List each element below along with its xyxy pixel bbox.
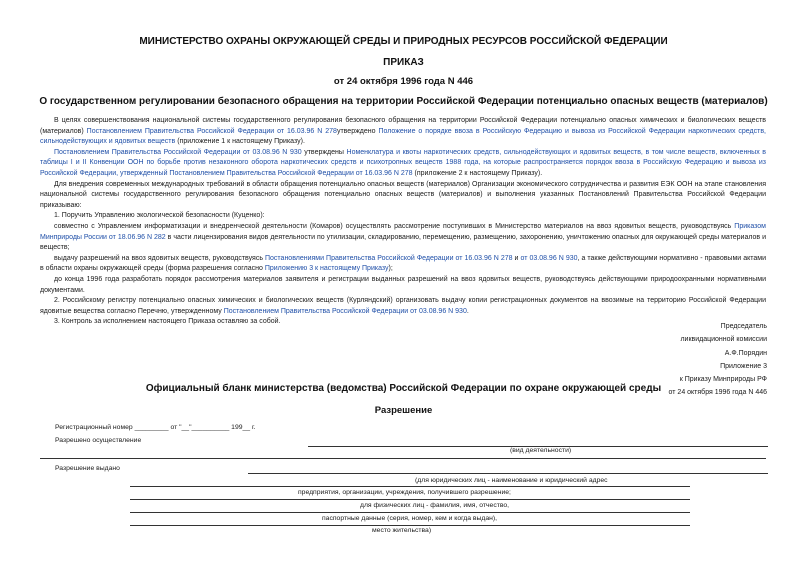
paragraph-order: Для внедрения современных международных требований в области обращения потенциально опасных веществ (материалов) Организации экономического сотрудничества и развития ЕЭК ООН на этапе становления национальной системы государственного регулирования безопасного обращения потенциально опасных веществ (материалов) и выполнения указанных Постановлений Правительства Российской Федерации приказываю:: [40, 180, 766, 209]
paragraph-permits: выдачу разрешений на ввоз ядовитых веществ, руководствуясь Постановлениями Правительства Российской Федерации от 16.03.96 N 278 и от 03.08.96 N 930, а также действующими нормативно - правовыми актами в области охраны окружающей среды (форма разрешения согласно Приложению 3 к настоящему Приказу);: [40, 254, 766, 273]
appendix-date: от 24 октября 1996 года N 446: [668, 389, 767, 397]
paragraph-item-2: 2. Российскому регистру потенциально опасных химических и биологических веществ (Курляндский) организовать выдачу копии регистрационных документов на ввозимые на территорию Российской Федерации ядовитые вещества согласно Перечню, утвержденному Постановлением Правительства Российской Федерации от 03.08.96 N 930.: [40, 297, 766, 315]
link-resolution-930[interactable]: Постановлением Правительства Российской Федерации от 03.08.96 N 930: [54, 148, 302, 156]
individual-caption: для физических лиц - фамилия, имя, отчество,: [360, 502, 510, 509]
issued-to-line: [248, 473, 768, 474]
signature-position: Председатель: [720, 323, 767, 330]
paragraph-deadline: до конца 1996 года разработать порядок рассмотрения материалов заявителя и регистрации выданных разрешений на ввоз ядовитых веществ, руководствуясь действующими природоохранными нормативными документами.: [40, 275, 766, 294]
permit-title: Разрешение: [374, 405, 433, 416]
link-resolution-930-b[interactable]: Постановлением Правительства Российской Федерации от 03.08.96 N 930: [223, 307, 467, 315]
link-order-282[interactable]: Приказом Минприроды России от 18.06.96 N 282: [40, 222, 766, 241]
doc-title: О государственном регулировании безопасного обращения на территории Российской Федерации потенциально опасных веществ (материалов): [39, 96, 768, 107]
allowed-label: Разрешено осуществление: [55, 437, 142, 444]
link-resolutions-278[interactable]: Постановлениями Правительства Российской Федерации от 16.03.96 N 278: [265, 254, 513, 262]
reg-number-field: Регистрационный номер _________ от "__"__________ 199__ г.: [55, 424, 256, 431]
residence-caption: место жительства): [372, 527, 432, 534]
legal-caption: (для юридических лиц - наименование и юридический адрес: [415, 477, 608, 484]
paragraph-review: совместно с Управлением информатизации и внедренческой деятельности (Комаров) осуществлять рассмотрение поступивших в Министерство материалов на ввоз ядовитых веществ, руководствуясь Приказом Минприроды России от 18.06.96 N 282 в части лицензирования видов деятельности по утилизации, складированию, перемещению, размещению, захоронению, уничтожению опасных для окружающей среды материалов и веществ;: [40, 222, 766, 252]
doc-type-heading: ПРИКАЗ: [383, 57, 424, 68]
legal-line: [130, 486, 690, 487]
order-body: [40, 116, 766, 328]
link-appendix-3[interactable]: Приложению 3 к настоящему Приказу: [264, 265, 389, 273]
separator-line: [40, 458, 766, 459]
activity-caption: (вид деятельности): [510, 447, 572, 454]
link-nomenclature[interactable]: Номенклатура и квоты наркотических средств, сильнодействующих и ядовитых веществ, в том числе веществ, включенных в таблицы I и II Конвенции ООН по борьбе против незаконного оборота наркотических средств и психотропных веществ 1988 года, на которые распространяется порядок ввоза в Российскую Федерацию и вывоза из Российской Федерации, утвержденный Постановлением Правительства Российской Федерации от 16.03.96 N 278: [40, 148, 767, 177]
paragraph-purpose: В целях совершенствования национальной системы государственного регулирования безопасного обращения на территории Российской Федерации потенциально опасных химических и биологических веществ (материалов) Постановлением Правительства Российской Федерации от 16.03.96 N 278утверждено Положение о порядке ввоза в Российскую Федерацию и вывоза из Российской Федерации наркотических средств, сильнодействующих и ядовитых веществ (приложение 1 к настоящему Приказу).: [40, 117, 766, 146]
organization-line: [130, 499, 690, 500]
doc-date-number: от 24 октября 1996 года N 446: [333, 76, 474, 87]
paragraph-quota: Постановлением Правительства Российской Федерации от 03.08.96 N 930 утверждены Номенклатура и квоты наркотических средств, сильнодействующих и ядовитых веществ, в том числе веществ, включенных в таблицы I и II Конвенции ООН по борьбе против незаконного оборота наркотических средств и психотропных веществ 1988 года, на которые распространяется порядок ввоза в Российскую Федерацию и вывоза из Российской Федерации, утвержденный Постановлением Правительства Российской Федерации от 16.03.96 N 278 (приложение 2 к настоящему Приказу).: [40, 148, 767, 177]
appendix-ref: к Приказу Минприроды РФ: [679, 376, 767, 384]
passport-line: [130, 525, 690, 526]
ministry-heading: МИНИСТЕРСТВО ОХРАНЫ ОКРУЖАЮЩЕЙ СРЕДЫ И ПРИРОДНЫХ РЕСУРСОВ РОССИЙСКОЙ ФЕДЕРАЦИИ: [139, 36, 668, 47]
form-title: Официальный бланк министерства (ведомства) Российской Федерации по охране окружающей среды: [145, 383, 662, 394]
passport-caption: паспортные данные (серия, номер, кем и когда выдан),: [322, 515, 498, 522]
issued-to-label: Разрешение выдано: [55, 465, 120, 472]
link-resolution-278[interactable]: Постановлением Правительства Российской Федерации от 16.03.96 N 278: [86, 127, 337, 135]
paragraph-item-3: 3. Контроль за исполнением настоящего Приказа оставляю за собой.: [54, 318, 281, 326]
individual-line: [130, 512, 690, 513]
paragraph-item-1: 1. Поручить Управлению экологической безопасности (Куценко):: [54, 212, 265, 220]
link-930[interactable]: от 03.08.96 N 930: [520, 254, 578, 262]
legal-caption-2: предприятия, организации, учреждения, получившего разрешение;: [298, 489, 511, 496]
signature-commission: ликвидационной комиссии: [680, 336, 767, 344]
appendix-label: Приложение 3: [720, 362, 767, 370]
link-import-regulation[interactable]: Положение о порядке ввоза в Российскую Федерацию и вывоза из Российской Федерации наркотических средств, сильнодействующих и ядовитых веществ: [40, 127, 766, 146]
signature-name: А.Ф.Порядин: [724, 349, 767, 357]
